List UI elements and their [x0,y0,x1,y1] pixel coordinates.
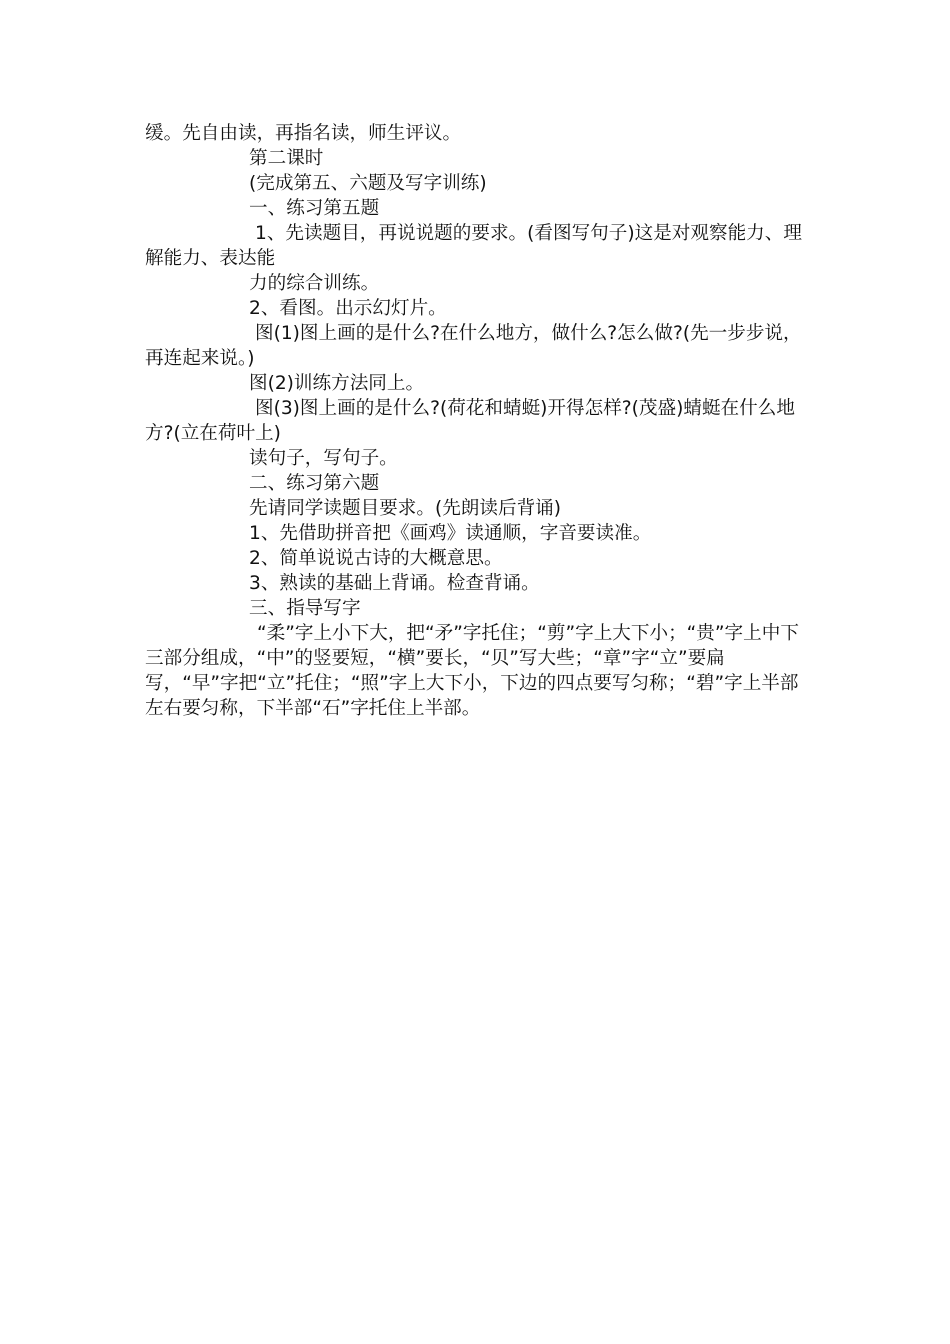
paragraph-poem-step-1: 1、先借助拼音把《画鸡》读通顺，字音要读准。 [249,523,652,544]
paragraph-picture-1: 图(1)图上画的是什么?在什么地方，做什么?怎么做?(先一步步说，再连起来说。) [145,323,802,369]
lesson-scope: (完成第五、六题及写字训练) [249,173,487,194]
paragraph-writing-guide: “柔”字上小下大，把“矛”字托住；“剪”字上大下小；“贵”字上中下三部分组成，“中”的竖要短，“横”要长，“贝”写大些；“章”字“立”要扁写，“早”字把“立”托住；“照”字上大下小，下边的四点要写匀称；“碧”字上半部左右要匀称，下半部“石”字托住上半部。 [145,623,799,719]
document-page [145,121,810,721]
section-heading-writing: 三、指导写字 [249,598,361,619]
paragraph-poem-step-3: 3、熟读的基础上背诵。检查背诵。 [249,573,540,594]
paragraph-reading-note: 缓。先自由读，再指名读，师生评议。 [145,123,462,144]
paragraph-requirement: 先请同学读题目要求。(先朗读后背诵) [249,498,562,519]
paragraph-picture-2: 图(2)训练方法同上。 [249,373,425,394]
section-heading-exercise-6: 二、练习第六题 [249,473,380,494]
section-heading-exercise-5: 一、练习第五题 [249,198,380,219]
paragraph-step-1-cont: 力的综合训练。 [249,273,380,294]
paragraph-picture-3: 图(3)图上画的是什么?(荷花和蜻蜓)开得怎样?(茂盛)蜻蜓在什么地方?(立在荷叶上) [145,398,795,444]
paragraph-step-1: 1、先读题目，再说说题的要求。(看图写句子)这是对观察能力、理解能力、表达能 [145,223,802,269]
paragraph-read-write: 读句子，写句子。 [249,448,398,469]
lesson-heading: 第二课时 [249,148,324,169]
paragraph-poem-step-2: 2、简单说说古诗的大概意思。 [249,548,503,569]
paragraph-step-2: 2、看图。出示幻灯片。 [249,298,447,319]
